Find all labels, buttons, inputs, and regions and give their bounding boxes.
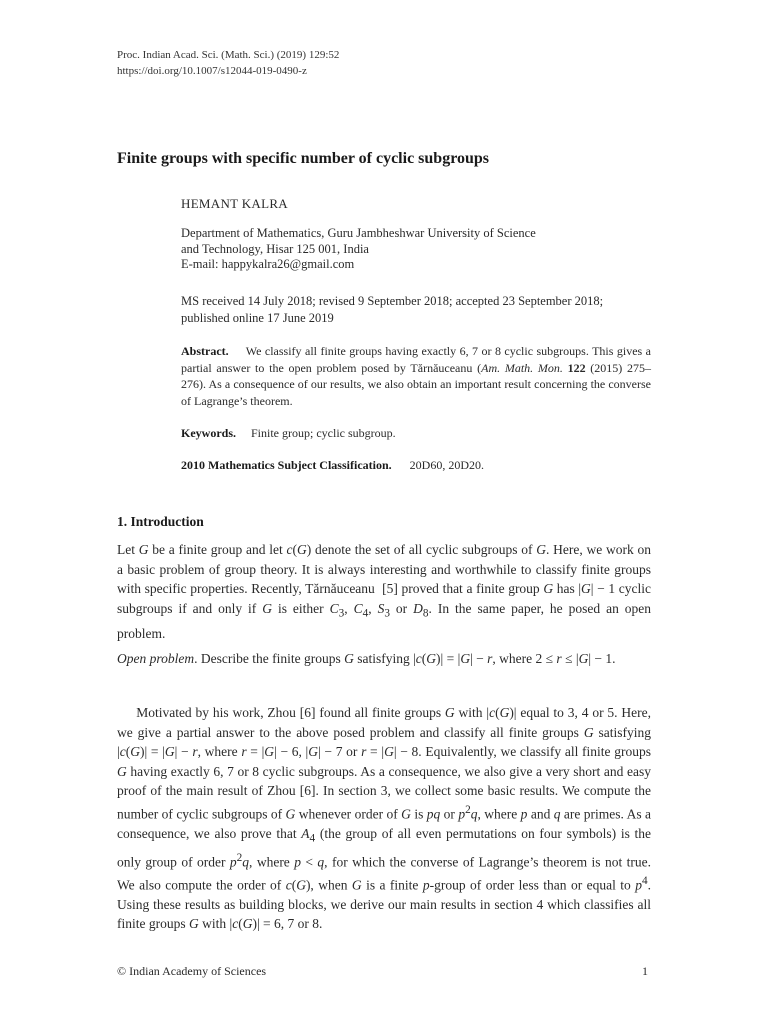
journal-header [117,47,339,79]
abstract-volume: 122 [567,360,586,375]
open-problem: Open problem. Describe the finite groups G satisfying |c(G)| = |G| − r, where 2 ≤ r ≤ |G| − 1. [117,651,616,666]
intro-paragraph-2: Motivated by his work, Zhou [6] found all finite groups G with |c(G)| equal to 3, 4 or 5. Here, we give a partial answer to the above posed problem and classify all finite groups G satisfying |c(G)| = |G| − r, where r = |G| − 6, |G| − 7 or r = |G| − 8. Equivalently, we classify all finite groups G having exactly 6, 7 or 8 cyclic subgroups. As a consequence, we also give a very short and easy proof of the main result of Zhou [6]. In section 3, we collect some basic results. We compute the number of cyclic subgroups of G whenever order of G is pq or $p^2q$, where p and q are primes. As a consequence, we also prove that $A_4$ (the group of all even permutations on four symbols) is the only group of order $p^2q$, where p < q, for which the converse of Lagrange’s theorem is not true. We also compute the order of c(G), when G is a finite p-group of order less than or equal to $p^4$. Using these results as building blocks, we derive our main results in section 4 which classifies all finite groups G with |c(G)| = 6, 7 or 8. [117,705,652,932]
msc-value: 20D60, 20D20. [409,458,484,472]
affiliation-line-2: and Technology, Hisar 125 001, India [181,241,369,256]
msc-classification [181,458,484,473]
affiliation-line-1: Department of Mathematics, Guru Jambheshwar University of Science [181,226,536,240]
paper-title: Finite groups with specific number of cyclic subgroups [117,150,490,167]
abstract-text-b: (2015) 275–276). As a consequence of our results, we also obtain an important result concerning the converse of Lagrange’s theorem. [181,360,652,408]
page-number: 1 [642,964,648,978]
abstract-journal: Am. Math. Mon. [481,360,563,375]
open-problem-label: Open problem [117,651,195,666]
author-email[interactable]: E-mail: happykalra26@gmail.com [181,257,355,271]
journal-citation: Proc. Indian Acad. Sci. (Math. Sci.) (2019) 129:52 [117,49,340,61]
copyright-notice: © Indian Academy of Sciences [117,964,267,978]
abstract-text-a: We classify all finite groups having exactly 6, 7 or 8 cyclic subgroups. This gives a partial answer to the open problem posed by Tărnăuceanu ( [181,344,651,375]
keywords-value: Finite group; cyclic subgroup. [251,426,396,440]
abstract-label: Abstract. [181,344,229,358]
keywords [181,426,396,441]
abstract [181,343,651,409]
intro-paragraph-1: Let G be a finite group and let c(G) denote the set of all cyclic subgroups of G. Here, we work on a basic problem of group theory. It is always interesting and worthwhile to classify finite groups with specific properties. Recently, Tărnăuceanu [5] proved that a finite group G has |G| − 1 cyclic subgroups if and only if G is either $C_3$, $C_4$, $S_3$ or $D_8$. In the same paper, he posed an open problem. [117,542,652,641]
affiliation [181,226,536,273]
section-heading-introduction: 1. Introduction [117,514,204,529]
publication-dates: MS received 14 July 2018; revised 9 September 2018; accepted 23 September 2018; published online 17 June 2019 [181,294,604,325]
author-name: HEMANT KALRA [181,196,288,211]
keywords-label: Keywords. [181,426,236,440]
doi-link[interactable]: https://doi.org/10.1007/s12044-019-0490-z [117,65,307,77]
msc-label: 2010 Mathematics Subject Classification. [181,458,392,472]
